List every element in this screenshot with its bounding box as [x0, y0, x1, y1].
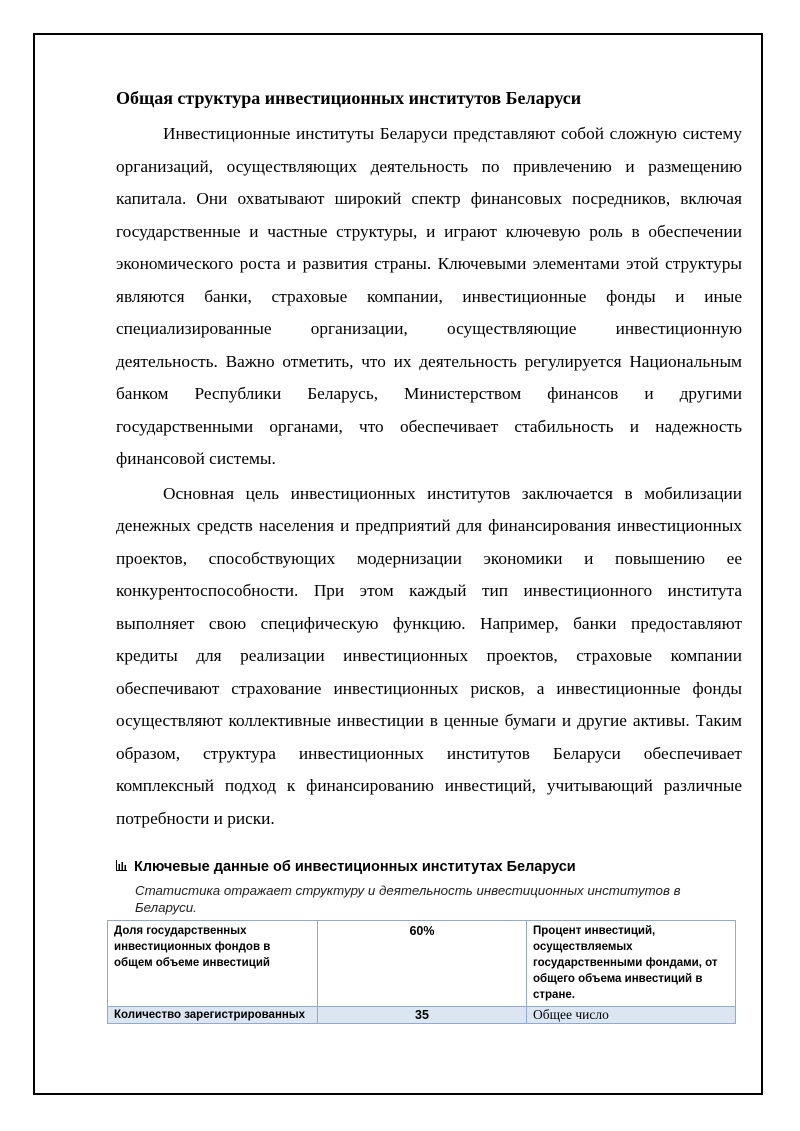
key-data-section — [116, 857, 742, 1024]
document-heading: Общая структура инвестиционных институтов Беларуси — [116, 88, 582, 108]
section-subtitle: Статистика отражает структуру и деятельность инвестиционных институтов в Беларуси. — [135, 883, 681, 915]
row-label: Доля государственных инвестиционных фондов в общем объеме инвестиций — [108, 921, 318, 1007]
row-description: Процент инвестиций, осуществляемых государственными фондами, от общего объема инвестиций в стране. — [527, 921, 736, 1007]
row-value: 60% — [318, 921, 527, 1007]
document-body — [116, 86, 742, 1024]
table-row — [108, 1007, 736, 1024]
paragraph: Основная цель инвестиционных институтов заключается в мобилизации денежных средств населения и предприятий для финансирования инвестиционных проектов, способствующих модернизации экономики и повышению ее конкурентоспособности. При этом каждый тип инвестиционного института выполняет свою специфическую функцию. Например, банки предоставляют кредиты для реализации инвестиционных проектов, страховые компании обеспечивают страхование инвестиционных рисков, а инвестиционные фонды осуществляют коллективные инвестиции в ценные бумаги и другие активы. Таким образом, структура инвестиционных институтов Беларуси обеспечивает комплексный подход к финансированию инвестиций, учитывающий различные потребности и риски. — [116, 483, 742, 828]
paragraph: Инвестиционные институты Беларуси представляют собой сложную систему организаций, осуществляющих деятельность по привлечению и размещению капитала. Они охватывают широкий спектр финансовых посредников, включая государственные и частные структуры, и играют ключевую роль в обеспечении экономического роста и развития страны. Ключевыми элементами этой структуры являются банки, страховые компании, инвестиционные фонды и иные специализированные организации, осуществляющие инвестиционную деятельность. Важно отметить, что их деятельность регулируется Национальным банком Республики Беларусь, Министерством финансов и другими государственными органами, что обеспечивает стабильность и надежность финансовой системы. — [116, 124, 742, 468]
row-description: Общее число — [527, 1007, 736, 1024]
key-data-table — [107, 920, 736, 1024]
chart-icon — [116, 857, 127, 877]
row-label: Количество зарегистрированных — [108, 1007, 318, 1024]
section-title-text: Ключевые данные об инвестиционных институтах Беларуси — [134, 859, 576, 875]
section-title — [116, 857, 742, 877]
table-row — [108, 921, 736, 1007]
row-value: 35 — [318, 1007, 527, 1024]
